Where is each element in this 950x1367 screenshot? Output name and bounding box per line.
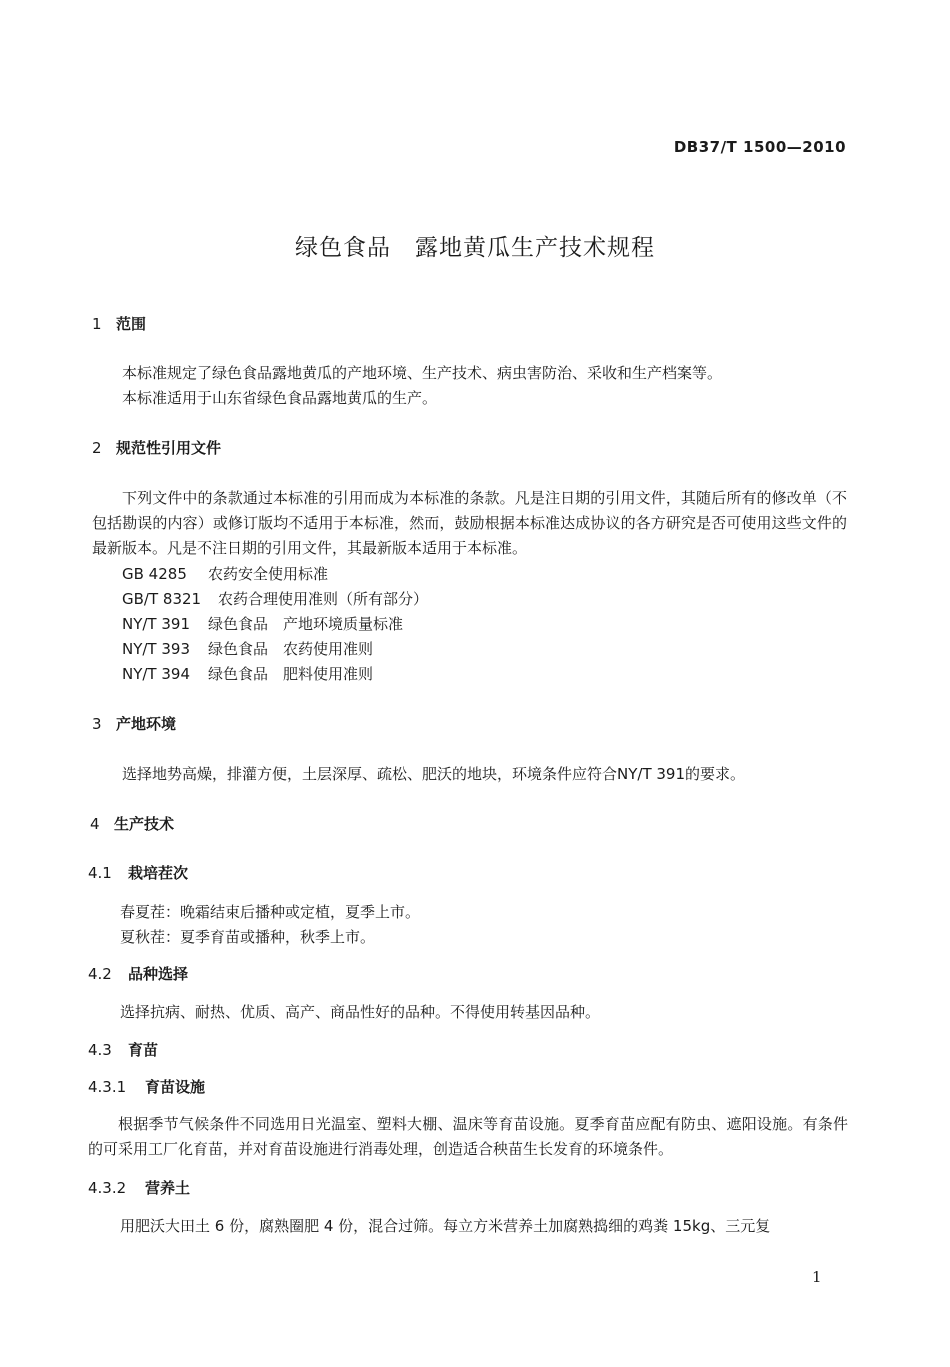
reference-item — [122, 588, 428, 609]
section-number: 4.1 — [88, 864, 112, 882]
section-4-heading — [90, 813, 174, 834]
paragraph: 本标准规定了绿色食品露地黄瓜的产地环境、生产技术、病虫害防治、采收和生产档案等。 — [122, 364, 723, 382]
page-number: 1 — [812, 1268, 822, 1286]
section-title: 栽培茬次 — [128, 864, 189, 882]
reference-name: 绿色食品 农药使用准则 — [208, 640, 374, 658]
reference-code: GB 4285 — [122, 565, 187, 583]
section-1-heading — [92, 313, 146, 334]
section-3-heading — [92, 713, 176, 734]
section-number: 2 — [92, 439, 102, 457]
subsection-4-3-heading — [88, 1039, 158, 1060]
section-number: 4.3 — [88, 1041, 112, 1059]
reference-item — [122, 613, 403, 634]
paragraph: 夏秋茬：夏季育苗或播种，秋季上市。 — [120, 928, 376, 946]
section-title: 生产技术 — [114, 815, 175, 833]
section-number: 4.3.2 — [88, 1179, 127, 1197]
subsection-4-1-heading — [88, 862, 188, 883]
paragraph: 选择地势高燥，排灌方便，土层深厚、疏松、肥沃的地块，环境条件应符合NY/T 391的要求。 — [122, 765, 746, 783]
reference-code: GB/T 8321 — [122, 590, 202, 608]
paragraph: 下列文件中的条款通过本标准的引用而成为本标准的条款。凡是注日期的引用文件，其随后所有的修改单（不包括勘误的内容）或修订版均不适用于本标准，然而，鼓励根据本标准达成协议的各方研究是否可使用这些文件的最新版本。凡是不注日期的引用文件，其最新版本适用于本标准。 — [92, 489, 847, 557]
section-title: 营养土 — [145, 1179, 191, 1197]
section-number: 4.2 — [88, 965, 112, 983]
reference-name: 农药合理使用准则（所有部分） — [218, 590, 429, 608]
document-title: 绿色食品 露地黄瓜生产技术规程 — [295, 235, 655, 261]
subsection-4-2-heading — [88, 963, 188, 984]
section-title: 规范性引用文件 — [116, 439, 222, 457]
paragraph: 用肥沃大田土 6 份，腐熟圈肥 4 份，混合过筛。每立方米营养土加腐熟捣细的鸡粪 15kg、三元复 — [120, 1217, 771, 1235]
section-title: 产地环境 — [116, 715, 177, 733]
section-2-heading — [92, 437, 221, 458]
reference-name: 农药安全使用标准 — [208, 565, 329, 583]
reference-name: 绿色食品 产地环境质量标准 — [208, 615, 404, 633]
section-title: 品种选择 — [128, 965, 189, 983]
reference-item — [122, 663, 373, 684]
reference-name: 绿色食品 肥料使用准则 — [208, 665, 374, 683]
subsection-4-3-1-heading — [88, 1076, 205, 1097]
reference-item — [122, 638, 373, 659]
section-number: 3 — [92, 715, 102, 733]
subsection-4-3-2-heading — [88, 1177, 190, 1198]
paragraph: 选择抗病、耐热、优质、高产、商品性好的品种。不得使用转基因品种。 — [120, 1003, 601, 1021]
reference-code: NY/T 394 — [122, 665, 190, 683]
section-title: 育苗 — [128, 1041, 159, 1059]
reference-item — [122, 563, 328, 584]
reference-code: NY/T 393 — [122, 640, 190, 658]
standard-code: DB37/T 1500—2010 — [673, 138, 846, 156]
reference-code: NY/T 391 — [122, 615, 190, 633]
paragraph: 春夏茬：晚霜结束后播种或定植，夏季上市。 — [120, 903, 421, 921]
section-title: 育苗设施 — [145, 1078, 206, 1096]
section-number: 1 — [92, 315, 102, 333]
section-number: 4.3.1 — [88, 1078, 127, 1096]
paragraph: 本标准适用于山东省绿色食品露地黄瓜的生产。 — [122, 389, 438, 407]
paragraph: 根据季节气候条件不同选用日光温室、塑料大棚、温床等育苗设施。夏季育苗应配有防虫、遮阳设施。有条件的可采用工厂化育苗，并对育苗设施进行消毒处理，创造适合秧苗生长发育的环境条件。 — [88, 1115, 848, 1158]
section-number: 4 — [90, 815, 100, 833]
section-title: 范围 — [116, 315, 147, 333]
